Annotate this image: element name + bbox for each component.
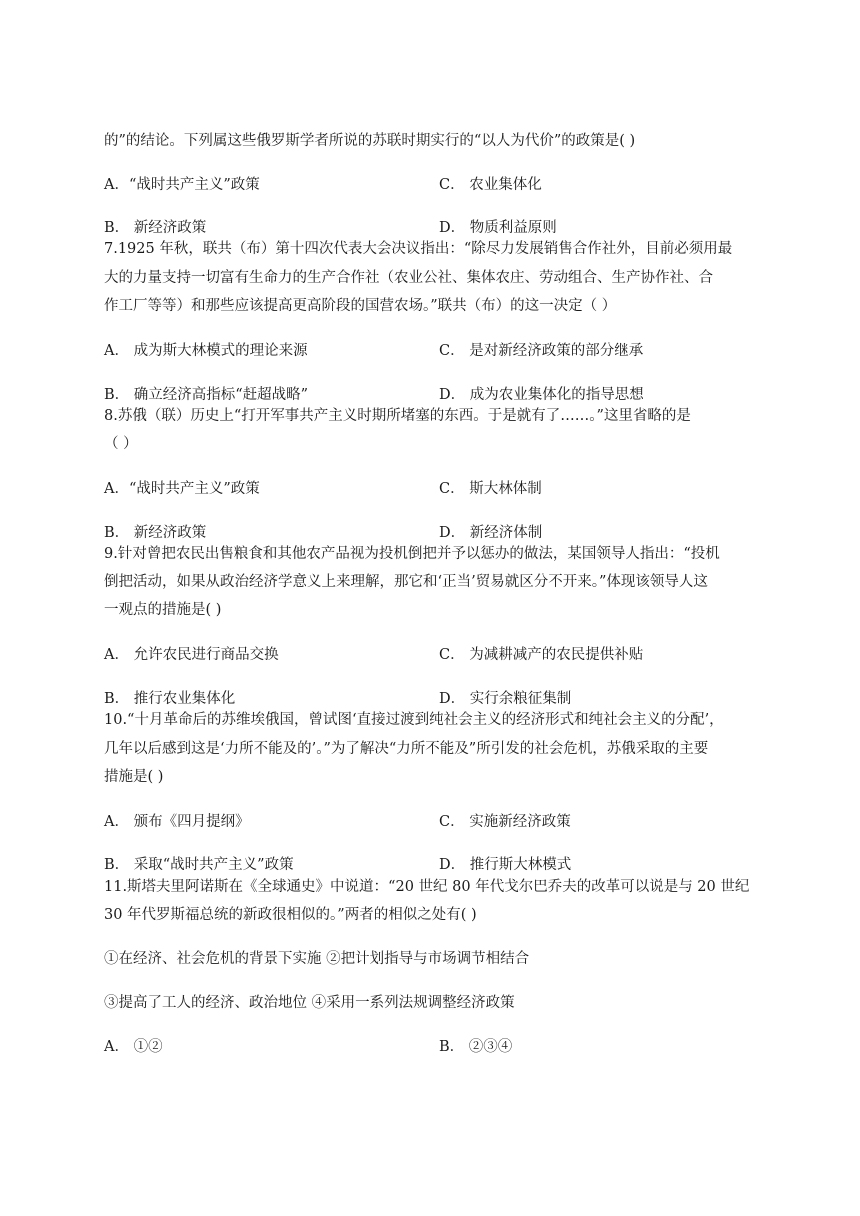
q9-option-b: B． 推行农业集体化 — [104, 691, 236, 707]
q9-option-c: C． 为减耕减产的农民提供补贴 — [439, 647, 644, 663]
q6-option-b: B． 新经济政策 — [104, 220, 207, 236]
q11-option-b: B． ②③④ — [439, 1039, 513, 1055]
q7-option-b: B． 确立经济高指标“赶超战略” — [104, 387, 309, 403]
q8-option-b: B． 新经济政策 — [104, 525, 207, 541]
q11-statements-1: ①在经济、社会危机的背景下实施 ②把计划指导与市场调节相结合 — [104, 951, 530, 967]
q6-option-c: C． 农业集体化 — [439, 177, 542, 193]
q10-stem-line-2: 几年以后感到这是‘力所不能及的’。”为了解决“力所不能及”所引发的社会危机，苏俄采取的主要 — [104, 741, 709, 757]
q7-stem-line-2: 大的力量支持一切富有生命力的生产合作社（农业公社、集体农庄、劳动组合、生产协作社、合 — [104, 270, 713, 286]
q10-option-c: C． 实施新经济政策 — [439, 814, 571, 830]
q6-stem-tail: 的”的结论。下列属这些俄罗斯学者所说的苏联时期实行的“以人为代价”的政策是( ) — [104, 133, 636, 149]
q10-option-a: A． 颁布《四月提纲》 — [104, 814, 250, 830]
q9-option-d: D． 实行余粮征集制 — [439, 691, 572, 707]
q11-option-a: A． ①② — [104, 1039, 163, 1055]
q8-stem-line-1: 8.苏俄（联）历史上“打开军事共产主义时期所堵塞的东西。于是就有了……。”这里省略的是 — [104, 408, 691, 424]
q10-option-b: B． 采取“战时共产主义”政策 — [104, 857, 294, 873]
q9-stem-line-1: 9.针对曾把农民出售粮食和其他农产品视为投机倒把并予以惩办的做法，某国领导人指出：“投机 — [104, 546, 720, 562]
q8-option-c: C． 斯大林体制 — [439, 481, 542, 497]
q9-stem-line-2: 倒把活动，如果从政治经济学意义上来理解，那它和‘正当’贸易就区分不开来。”体现该领导人这 — [104, 574, 708, 590]
q7-option-c: C． 是对新经济政策的部分继承 — [439, 343, 644, 359]
q6-option-d: D． 物质利益原则 — [439, 220, 557, 236]
q11-stem-line-2: 30 年代罗斯福总统的新政很相似的。”两者的相似之处有( ) — [104, 907, 477, 923]
q7-stem-line-3: 作工厂等等）和那些应该提高更高阶段的国营农场。”联共（布）的这一决定（ ） — [104, 298, 617, 314]
q9-stem-line-3: 一观点的措施是( ) — [104, 602, 222, 618]
q8-option-d: D． 新经济体制 — [439, 525, 543, 541]
q7-stem-line-1: 7.1925 年秋，联共（布）第十四次代表大会决议指出：“除尽力发展销售合作社外，目前必须用最 — [104, 241, 733, 257]
q7-option-a: A． 成为斯大林模式的理论来源 — [104, 343, 308, 359]
q10-option-d: D． 推行斯大林模式 — [439, 857, 572, 873]
q7-option-d: D． 成为农业集体化的指导思想 — [439, 387, 644, 403]
q9-option-a: A． 允许农民进行商品交换 — [104, 647, 279, 663]
q10-stem-line-1: 10.“十月革命后的苏维埃俄国，曾试图‘直接过渡到纯社会主义的经济形式和纯社会主义的分配’， — [104, 712, 724, 728]
q11-stem-line-1: 11.斯塔夫里阿诺斯在《全球通史》中说道：“20 世纪 80 年代戈尔巴乔夫的改革可以说是与 20 世纪 — [104, 879, 750, 895]
q8-stem-line-2: （ ） — [104, 436, 138, 452]
q8-option-a: A．“战时共产主义”政策 — [104, 481, 260, 497]
q10-stem-line-3: 措施是( ) — [104, 769, 164, 785]
q11-statements-2: ③提高了工人的经济、政治地位 ④采用一系列法规调整经济政策 — [104, 995, 515, 1011]
q6-option-a: A．“战时共产主义”政策 — [104, 177, 260, 193]
